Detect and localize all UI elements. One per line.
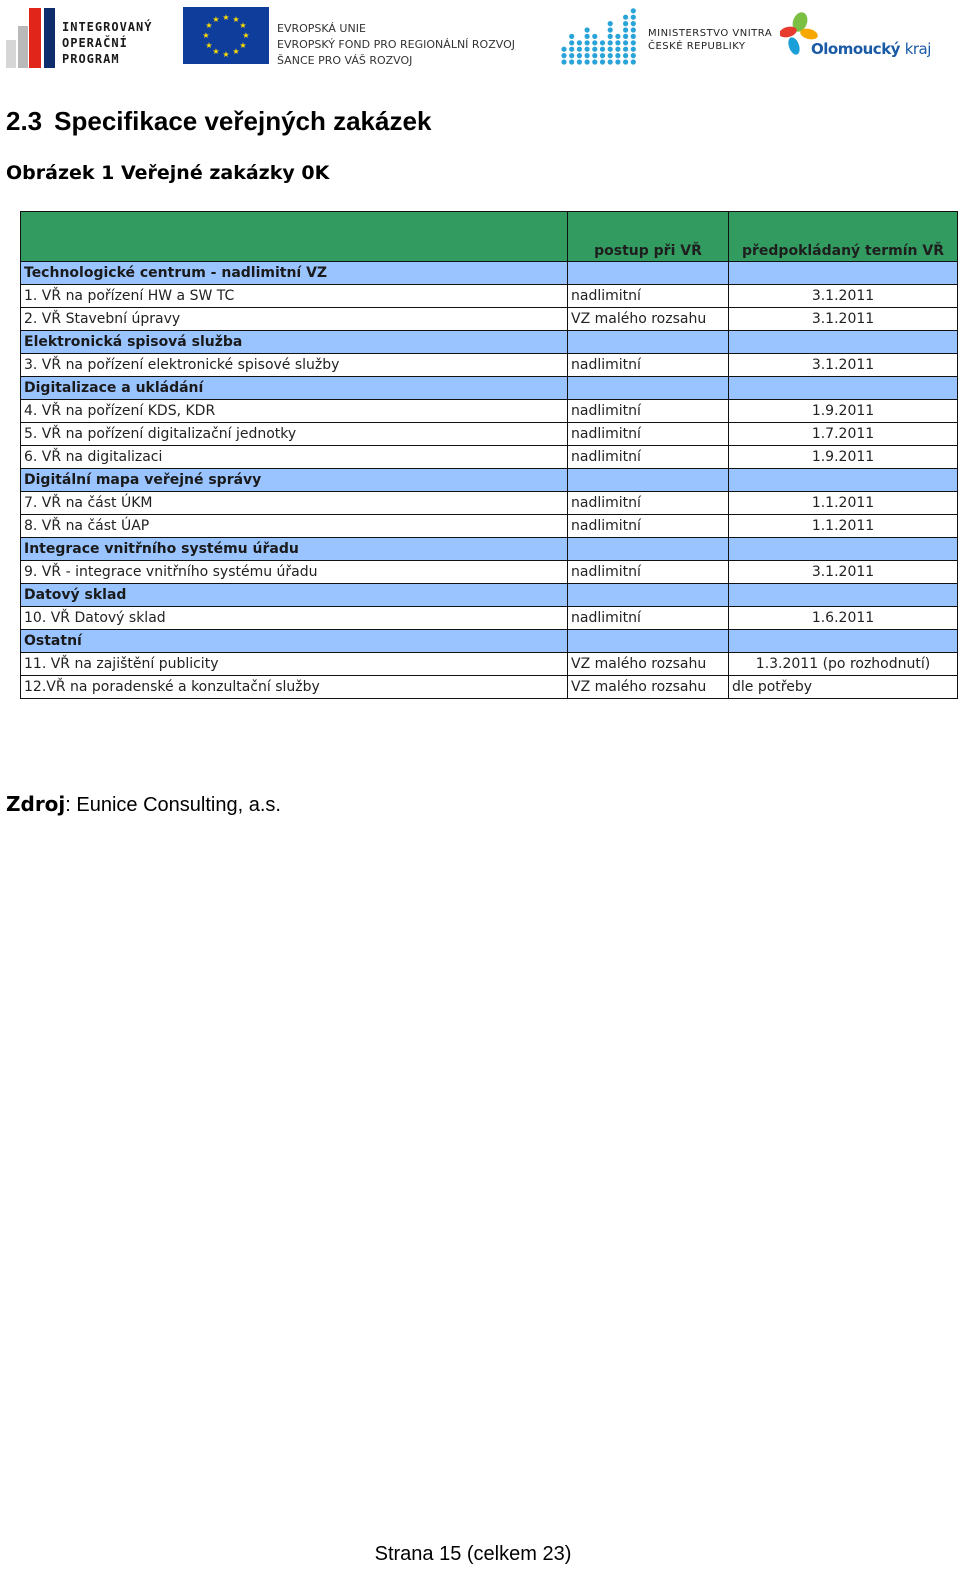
region-name: Olomoucký bbox=[811, 40, 900, 58]
figure-caption: Obrázek 1 Veřejné zakázky 0K bbox=[6, 162, 330, 184]
region-suffix: kraj bbox=[904, 40, 931, 58]
table-row bbox=[21, 676, 958, 699]
table-cell-date: 1.1.2011 bbox=[729, 515, 958, 538]
svg-text:★: ★ bbox=[242, 31, 250, 40]
table-cell-date bbox=[729, 331, 958, 354]
table-cell-item: 1. VŘ na pořízení HW a SW TC bbox=[21, 285, 568, 308]
iop-logo-line: INTEGROVANÝ bbox=[62, 20, 153, 34]
svg-text:★: ★ bbox=[212, 47, 220, 56]
source-label: Zdroj bbox=[6, 792, 66, 816]
svg-text:★: ★ bbox=[205, 21, 213, 30]
table-cell-date bbox=[729, 584, 958, 607]
table-cell-date: 1.9.2011 bbox=[729, 400, 958, 423]
table-cell-item: 2. VŘ Stavební úpravy bbox=[21, 308, 568, 331]
table-cell-date bbox=[729, 538, 958, 561]
svg-text:★: ★ bbox=[222, 13, 230, 22]
table-cell-procedure: nadlimitní bbox=[568, 400, 729, 423]
table-cell-procedure bbox=[568, 331, 729, 354]
ministry-logo-text bbox=[648, 27, 772, 53]
table-cell-date: 1.9.2011 bbox=[729, 446, 958, 469]
table-row bbox=[21, 308, 958, 331]
svg-text:★: ★ bbox=[202, 31, 210, 40]
table-cell-procedure bbox=[568, 262, 729, 285]
table-header-cell: postup při VŘ bbox=[568, 212, 729, 262]
olomoucky-kraj-text bbox=[811, 40, 931, 58]
table-row bbox=[21, 423, 958, 446]
iop-logo-line: OPERAČNÍ bbox=[62, 36, 128, 50]
table-cell-date: 3.1.2011 bbox=[729, 285, 958, 308]
table-cell-date: 3.1.2011 bbox=[729, 354, 958, 377]
table-cell-procedure: nadlimitní bbox=[568, 515, 729, 538]
table-cell-item: 5. VŘ na pořízení digitalizační jednotky bbox=[21, 423, 568, 446]
table-cell-procedure: VZ malého rozsahu bbox=[568, 653, 729, 676]
eu-logo-text bbox=[277, 21, 515, 69]
table-cell-procedure: nadlimitní bbox=[568, 607, 729, 630]
table-row bbox=[21, 400, 958, 423]
table-cell-item: 12.VŘ na poradenské a konzultační služby bbox=[21, 676, 568, 699]
table-cell-procedure: nadlimitní bbox=[568, 561, 729, 584]
table-header-cell: předpokládaný termín VŘ bbox=[729, 212, 958, 262]
iop-logo-line: PROGRAM bbox=[62, 52, 120, 66]
svg-text:★: ★ bbox=[232, 15, 240, 24]
table-cell-date bbox=[729, 377, 958, 400]
table-cell-date: 1.7.2011 bbox=[729, 423, 958, 446]
svg-text:★: ★ bbox=[212, 15, 220, 24]
table-row bbox=[21, 607, 958, 630]
eu-logo-line: ŠANCE PRO VÁŠ ROZVOJ bbox=[277, 54, 413, 67]
table-header-row bbox=[21, 212, 958, 262]
source-note bbox=[6, 792, 281, 817]
section-heading bbox=[6, 106, 431, 137]
table-cell-date bbox=[729, 469, 958, 492]
table-category-row bbox=[21, 469, 958, 492]
procurement-table bbox=[20, 211, 958, 699]
table-cell-date: 1.3.2011 (po rozhodnutí) bbox=[729, 653, 958, 676]
table-cell-item: 6. VŘ na digitalizaci bbox=[21, 446, 568, 469]
section-number: 2.3 bbox=[6, 106, 43, 136]
table-cell-procedure bbox=[568, 377, 729, 400]
table-row bbox=[21, 285, 958, 308]
table-cell-date: 3.1.2011 bbox=[729, 308, 958, 331]
table-cell-procedure: nadlimitní bbox=[568, 285, 729, 308]
table-cell-item: Digitalizace a ukládání bbox=[21, 377, 568, 400]
table-row bbox=[21, 354, 958, 377]
section-title: Specifikace veřejných zakázek bbox=[54, 106, 432, 136]
svg-text:★: ★ bbox=[205, 41, 213, 50]
table-cell-procedure: nadlimitní bbox=[568, 354, 729, 377]
table-category-row bbox=[21, 262, 958, 285]
eu-flag-icon bbox=[183, 7, 269, 64]
table-header-cell bbox=[21, 212, 568, 262]
table-row bbox=[21, 515, 958, 538]
ministry-logo-line: ČESKÉ REPUBLIKY bbox=[648, 41, 746, 52]
table-category-row bbox=[21, 584, 958, 607]
table-row bbox=[21, 492, 958, 515]
svg-text:★: ★ bbox=[239, 41, 247, 50]
table-cell-date bbox=[729, 262, 958, 285]
table-cell-item: 4. VŘ na pořízení KDS, KDR bbox=[21, 400, 568, 423]
table-category-row bbox=[21, 331, 958, 354]
svg-text:★: ★ bbox=[239, 21, 247, 30]
table-cell-date: 3.1.2011 bbox=[729, 561, 958, 584]
ministry-logo-line: MINISTERSTVO VNITRA bbox=[648, 28, 773, 39]
table-cell-procedure: nadlimitní bbox=[568, 423, 729, 446]
table-cell-date: 1.1.2011 bbox=[729, 492, 958, 515]
page-number: Strana 15 (celkem 23) bbox=[374, 1543, 572, 1565]
table-cell-item: Digitální mapa veřejné správy bbox=[21, 469, 568, 492]
table-row bbox=[21, 561, 958, 584]
table-category-row bbox=[21, 538, 958, 561]
svg-text:★: ★ bbox=[232, 47, 240, 56]
table-cell-item: Technologické centrum - nadlimitní VZ bbox=[21, 262, 568, 285]
table-cell-date: dle potřeby bbox=[729, 676, 958, 699]
table-cell-procedure: VZ malého rozsahu bbox=[568, 308, 729, 331]
table-row bbox=[21, 653, 958, 676]
table-cell-item: 9. VŘ - integrace vnitřního systému úřadu bbox=[21, 561, 568, 584]
table-cell-procedure: VZ malého rozsahu bbox=[568, 676, 729, 699]
table-cell-item: 7. VŘ na část ÚKM bbox=[21, 492, 568, 515]
iop-logo bbox=[6, 6, 166, 66]
table-cell-date bbox=[729, 630, 958, 653]
ministry-dots-icon bbox=[560, 6, 638, 66]
table-cell-procedure: nadlimitní bbox=[568, 492, 729, 515]
table-category-row bbox=[21, 630, 958, 653]
table-category-row bbox=[21, 377, 958, 400]
eu-logo-line: EVROPSKÝ FOND PRO REGIONÁLNÍ ROZVOJ bbox=[277, 38, 515, 51]
table-cell-item: 3. VŘ na pořízení elektronické spisové služby bbox=[21, 354, 568, 377]
svg-text:★: ★ bbox=[222, 50, 230, 59]
source-text: : Eunice Consulting, a.s. bbox=[65, 794, 281, 816]
table-cell-procedure bbox=[568, 630, 729, 653]
table-cell-item: 10. VŘ Datový sklad bbox=[21, 607, 568, 630]
table-cell-procedure bbox=[568, 584, 729, 607]
table-cell-item: Ostatní bbox=[21, 630, 568, 653]
eu-logo-line: EVROPSKÁ UNIE bbox=[277, 22, 366, 35]
table-cell-date: 1.6.2011 bbox=[729, 607, 958, 630]
logo-bar bbox=[0, 0, 960, 72]
table-cell-item: 8. VŘ na část ÚAP bbox=[21, 515, 568, 538]
table-cell-item: Elektronická spisová služba bbox=[21, 331, 568, 354]
table-row bbox=[21, 446, 958, 469]
table-cell-procedure bbox=[568, 538, 729, 561]
table-cell-item: 11. VŘ na zajištění publicity bbox=[21, 653, 568, 676]
table-cell-item: Datový sklad bbox=[21, 584, 568, 607]
table-cell-procedure bbox=[568, 469, 729, 492]
table-cell-procedure: nadlimitní bbox=[568, 446, 729, 469]
table-cell-item: Integrace vnitřního systému úřadu bbox=[21, 538, 568, 561]
